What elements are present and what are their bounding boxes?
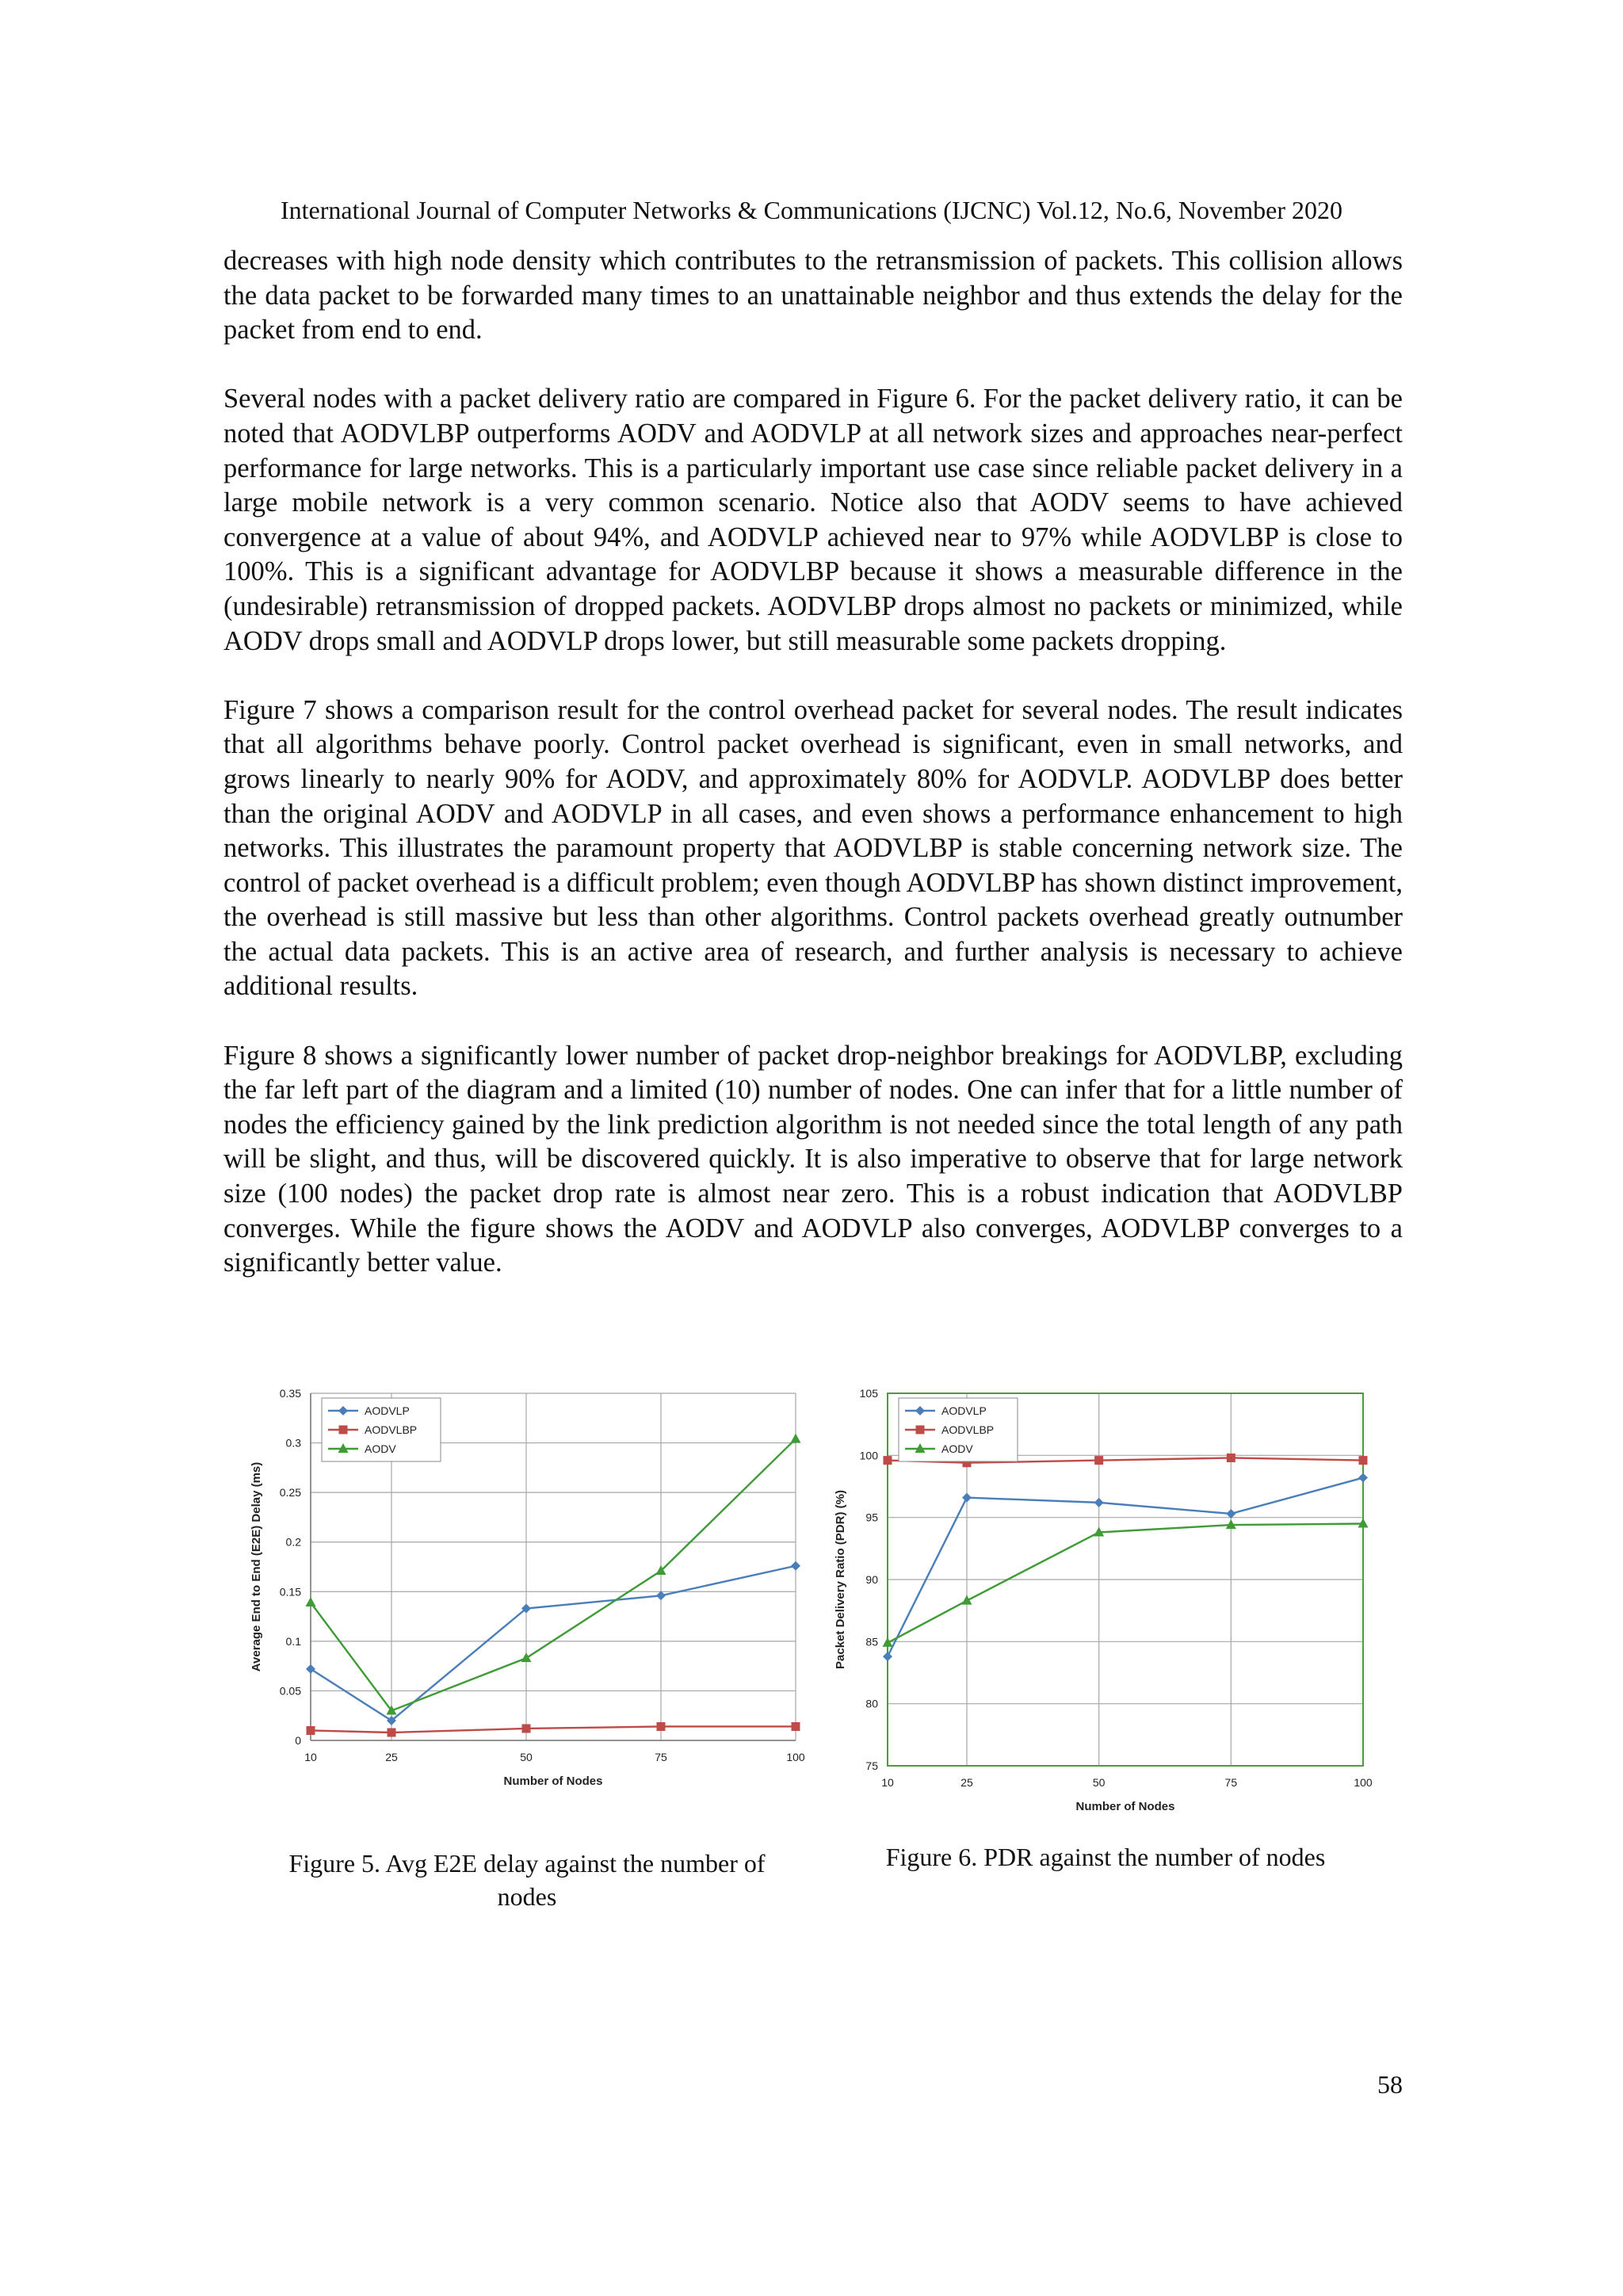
y-tick-label: 100 (859, 1449, 878, 1462)
y-tick-label: 0.3 (285, 1436, 301, 1450)
y-tick-label: 95 (865, 1511, 878, 1524)
legend-label: AODVLP (941, 1404, 987, 1417)
pdr-chart (828, 1385, 1375, 1829)
caption-line: nodes (497, 1882, 557, 1911)
y-tick-label: 0.2 (285, 1535, 301, 1549)
legend-label: AODVLP (365, 1404, 410, 1417)
paragraph: Figure 8 shows a significantly lower number of packet drop-neighbor breakings for AODVLBP, excluding the far left part of the diagram and a limited (10) number of nodes. One can infer that for a little number of nodes the efficiency gained by the link prediction algorithm is not needed since the total length of any path will be slight, and thus, will be discovered quickly. It is also imperative to observe that for large network size (100 nodes) the packet drop rate is almost near zero. This is a robust indication that AODVLBP converges. While the figure shows the AODV and AODVLP also converges, AODVLBP converges to a significantly better value. (223, 1040, 1403, 1278)
y-axis-label: Average End to End (E2E) Delay (ms) (250, 1461, 263, 1672)
data-point-aodvlbp (1094, 1456, 1103, 1465)
legend-marker (916, 1426, 925, 1435)
paragraph: Several nodes with a packet delivery ratio are compared in Figure 6. For the packet delivery ratio, it can be noted that AODVLBP outperforms AODV and AODVLP at all network sizes and approaches near-perfect performance for large networks. This is a particularly important use case since reliable packet delivery in a large mobile network is a very common scenario. Notice also that AODV seems to have achieved convergence at a value of about 94%, and AODVLP achieved near to 97% while AODVLBP is close to 100%. This is a significant advantage for AODVLBP because it shows a measurable difference in the (undesirable) retransmission of dropped packets. AODVLBP drops almost no packets or minimized, while AODV drops small and AODVLP drops lower, but still measurable some packets dropping. (223, 384, 1403, 656)
x-tick-label: 10 (304, 1751, 317, 1763)
legend-marker (339, 1426, 348, 1435)
running-header: International Journal of Computer Networks & Communications (IJCNC) Vol.12, No.6, November 2020 (281, 196, 1342, 224)
legend-label: AODV (941, 1442, 973, 1455)
data-point-aodvlbp (884, 1456, 892, 1465)
y-tick-label: 85 (865, 1635, 878, 1648)
y-tick-label: 0.1 (285, 1634, 301, 1648)
x-tick-label: 50 (1092, 1776, 1106, 1789)
y-tick-label: 75 (865, 1759, 878, 1772)
legend-label: AODVLBP (941, 1423, 995, 1436)
x-tick-label: 25 (385, 1751, 398, 1763)
legend-label: AODV (365, 1442, 396, 1455)
x-tick-label: 25 (960, 1776, 973, 1789)
y-tick-label: 80 (865, 1697, 878, 1710)
x-tick-label: 10 (881, 1776, 894, 1789)
figure-6-caption: Figure 6. PDR against the number of nodes (885, 1843, 1326, 1871)
figure-5-chart (238, 1385, 816, 1829)
page-number: 58 (1377, 2070, 1403, 2099)
data-point-aodvlbp (388, 1728, 396, 1736)
caption-line: Figure 5. Avg E2E delay against the number of (288, 1849, 766, 1878)
x-tick-label: 50 (520, 1751, 533, 1763)
figure-5-caption (238, 1847, 816, 1913)
y-axis-label: Packet Delivery Ratio (PDR) (%) (834, 1490, 847, 1669)
data-point-aodvlbp (307, 1726, 315, 1735)
y-tick-label: 0.05 (279, 1684, 301, 1698)
y-tick-label: 105 (859, 1387, 878, 1400)
y-tick-label: 0.25 (279, 1486, 301, 1499)
x-axis-label: Number of Nodes (1075, 1800, 1175, 1813)
paragraph: Figure 7 shows a comparison result for the control overhead packet for several nodes. The result indicates that all algorithms behave poorly. Control packet overhead is significant, even in small networks, and grows linearly to nearly 90% for AODV, and approximately 80% for AODVLP. AODVLBP does better than the original AODV and AODVLP in all cases, and even shows a performance enhancement to high networks. This illustrates the paramount property that AODVLBP is stable concerning network size. The control of packet overhead is a difficult problem; even though AODVLBP has shown distinct improvement, the overhead is still massive but less than other algorithms. Control packets overhead greatly outnumber the actual data packets. This is an active area of research, and further analysis is necessary to achieve additional results. (223, 694, 1403, 1002)
data-point-aodvlbp (657, 1722, 666, 1731)
x-tick-label: 75 (655, 1751, 667, 1763)
data-point-aodvlbp (1359, 1456, 1368, 1465)
data-point-aodvlbp (1227, 1454, 1235, 1462)
y-tick-label: 0.15 (279, 1585, 301, 1599)
body-text (223, 244, 1403, 1315)
x-tick-label: 100 (1354, 1776, 1373, 1789)
y-tick-label: 0.35 (279, 1387, 301, 1400)
data-point-aodvlbp (522, 1724, 531, 1733)
x-tick-label: 75 (1224, 1776, 1238, 1789)
e2e-delay-chart (238, 1385, 816, 1829)
data-point-aodvlbp (792, 1722, 800, 1731)
y-tick-label: 90 (865, 1573, 878, 1586)
paragraph: decreases with high node density which contributes to the retransmission of packets. This collision allows the data packet to be forwarded many times to an unattainable neighbor and thus extends the delay for the packet from end to end. (223, 246, 1403, 346)
legend-label: AODVLBP (365, 1423, 418, 1436)
x-tick-label: 100 (786, 1751, 805, 1763)
figure-6-chart (828, 1385, 1375, 1829)
y-tick-label: 0 (295, 1734, 301, 1747)
x-axis-label: Number of Nodes (503, 1775, 603, 1788)
